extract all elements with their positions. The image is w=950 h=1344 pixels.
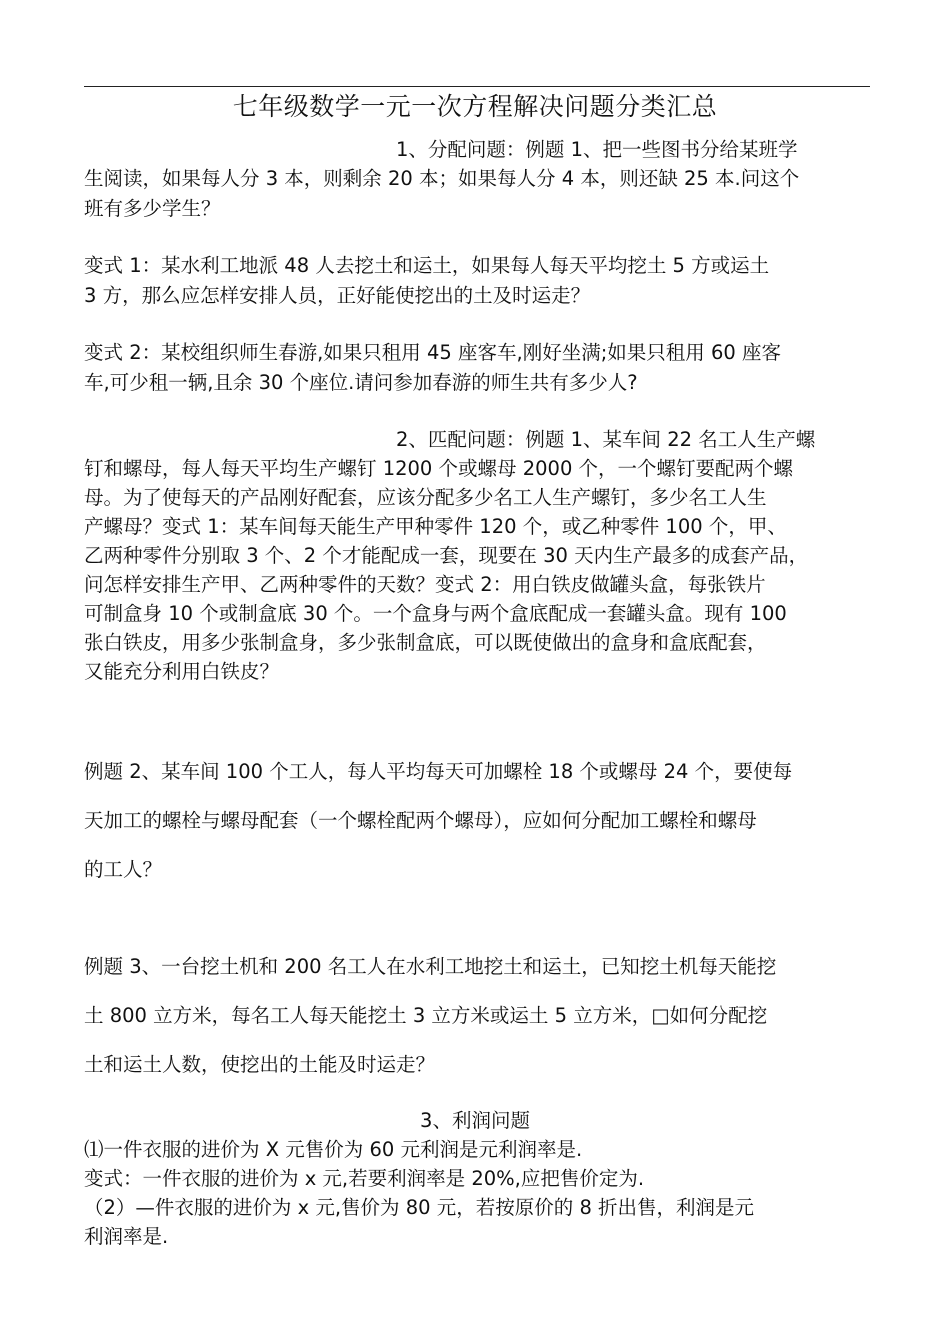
header-rule <box>84 86 870 87</box>
text-line: 土和运土人数，使挖出的土能及时运走？ <box>84 1053 436 1076</box>
text-line: 又能充分利用白铁皮？ <box>84 660 280 683</box>
text-line: 可制盒身 10 个或制盒底 30 个。一个盒身与两个盒底配成一套罐头盒。现有 100 <box>84 602 787 625</box>
section-3-heading: 3、利润问题 <box>420 1109 530 1132</box>
text-line: 钉和螺母，每人每天平均生产螺钉 1200 个或螺母 2000 个，一个螺钉要配两个螺 <box>84 457 794 480</box>
section-2-heading: 2、匹配问题：例题 1、某车间 22 名工人生产螺 <box>396 428 816 451</box>
document-title: 七年级数学一元一次方程解决问题分类汇总 <box>232 92 718 121</box>
text-line: 3 方，那么应怎样安排人员，正好能使挖出的土及时运走？ <box>84 284 591 307</box>
text-line: 土 800 立方米，每名工人每天能挖土 3 立方米或运土 5 立方米，□如何分配挖 <box>84 1004 768 1027</box>
text-line: 母。为了使每天的产品刚好配套，应该分配多少名工人生产螺钉，多少名工人生 <box>84 486 767 509</box>
text-line: 变式：一件衣服的进价为 x 元,若要利润率是 20%,应把售价定为. <box>84 1167 645 1190</box>
variant-1-line: 变式 1：某水利工地派 48 人去挖土和运土，如果每人每天平均挖土 5 方或运土 <box>84 254 770 277</box>
example-3-line: 例题 3、一台挖土机和 200 名工人在水利工地挖土和运土，已知挖土机每天能挖 <box>84 955 777 978</box>
text-line: 利润率是. <box>84 1225 169 1248</box>
text-line: 问怎样安排生产甲、乙两种零件的天数？变式 2：用白铁皮做罐头盒，每张铁片 <box>84 573 766 596</box>
text-line: （2）—件衣服的进价为 x 元,售价为 80 元，若按原价的 8 折出售，利润是元 <box>84 1196 755 1219</box>
text-line: 天加工的螺栓与螺母配套（一个螺栓配两个螺母），应如何分配加工螺栓和螺母 <box>84 809 757 832</box>
text-line: 车,可少租一辆,且余 30 个座位.请问参加春游的师生共有多少人? <box>84 371 638 394</box>
text-line: ⑴一件衣服的进价为 X 元售价为 60 元利润是元利润率是. <box>84 1138 583 1161</box>
text-line: 的工人？ <box>84 858 163 881</box>
example-2-line: 例题 2、某车间 100 个工人，每人平均每天可加螺栓 18 个或螺母 24 个，要使每 <box>84 760 793 783</box>
text-line: 产螺母？变式 1：某车间每天能生产甲种零件 120 个，或乙种零件 100 个，甲、 <box>84 515 787 538</box>
variant-2-line: 变式 2：某校组织师生春游,如果只租用 45 座客车,刚好坐满;如果只租用 60 座客 <box>84 341 781 364</box>
text-line: 乙两种零件分别取 3 个、2 个才能配成一套，现要在 30 天内生产最多的成套产品， <box>84 544 809 567</box>
text-line: 班有多少学生？ <box>84 197 221 220</box>
section-1-heading: 1、分配问题：例题 1、把一些图书分给某班学 <box>396 138 798 161</box>
text-line: 生阅读，如果每人分 3 本，则剩余 20 本；如果每人分 4 本，则还缺 25 本.问这个 <box>84 167 800 190</box>
text-line: 张白铁皮，用多少张制盒身，多少张制盒底，可以既使做出的盒身和盒底配套， <box>84 631 767 654</box>
